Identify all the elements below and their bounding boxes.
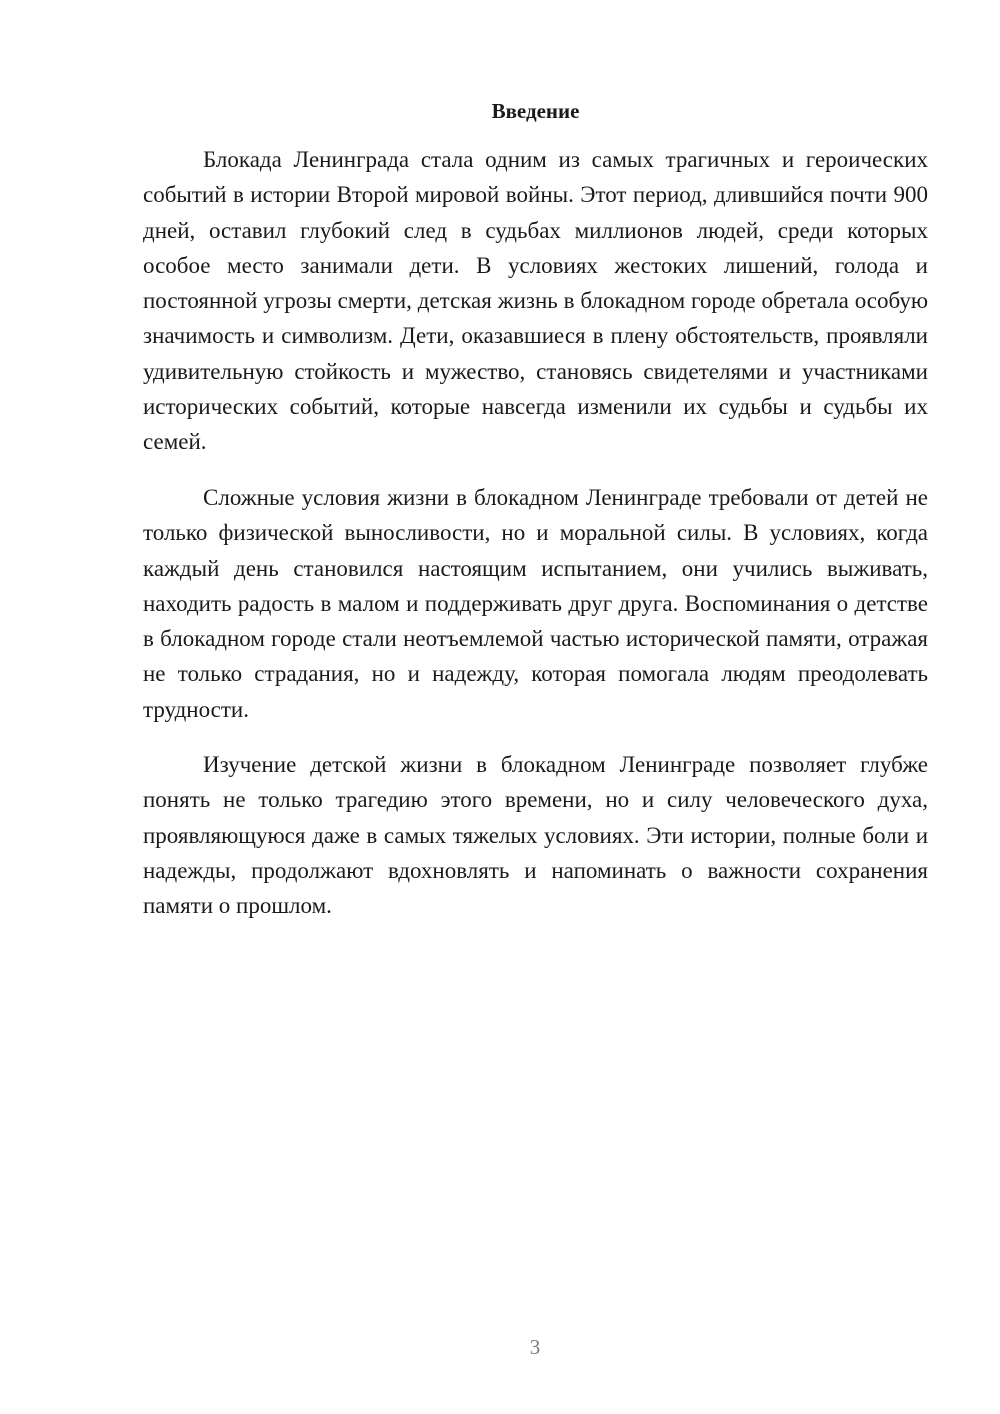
paragraph-3: Изучение детской жизни в блокадном Ленинграде позволяет глубже понять не только трагедию этого времени, но и силу человеческого духа, проявляющуюся даже в самых тяжелых условиях. Эти истории, полные боли и надежды, продолжают вдохновлять и напоминать о важности сохранения памяти о прошлом. (143, 752, 928, 919)
page-number: 3 (529, 1335, 541, 1359)
paragraph-2: Сложные условия жизни в блокадном Ленинграде требовали от детей не только физической выносливости, но и моральной силы. В условиях, когда каждый день становился настоящим испытанием, они учились выживать, находить радость в малом и поддерживать друг друга. Воспоминания о детстве в блокадном городе стали неотъемлемой частью исторической памяти, отражая не только страдания, но и надежду, которая помогала людям преодолевать трудности. (143, 485, 928, 722)
section-title: Введение (491, 99, 580, 123)
paragraph-1: Блокада Ленинграда стала одним из самых трагичных и героических событий в истории Второй мировой войны. Этот период, длившийся почти 900 дней, оставил глубокий след в судьбах миллионов людей, среди которых особое место занимали дети. В условиях жестоких лишений, голода и постоянной угрозы смерти, детская жизнь в блокадном городе обретала особую значимость и символизм. Дети, оказавшиеся в плену обстоятельств, проявляли удивительную стойкость и мужество, становясь свидетелями и участниками исторических событий, которые навсегда изменили их судьбы и судьбы их семей. (143, 147, 928, 455)
